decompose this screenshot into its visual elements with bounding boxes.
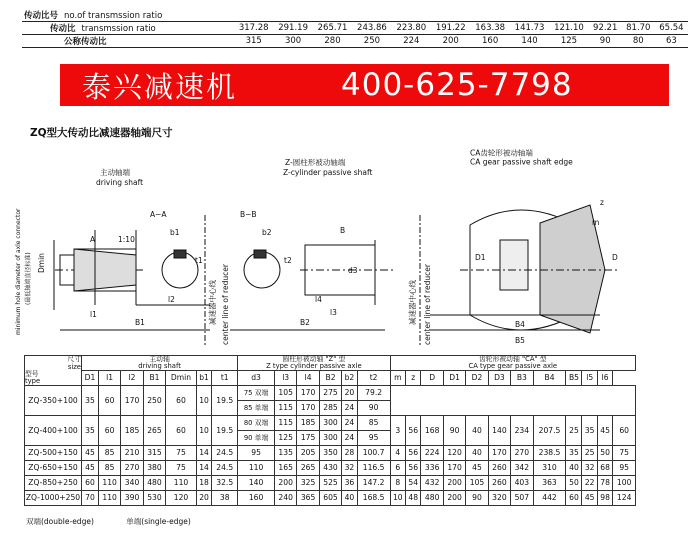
table-row: ZQ-350+100 35 60 170 250 60 10 19.5 75 双端 105 170 275 20 79.2 [25,386,636,401]
nominal-ratio-value: 125 [549,35,588,48]
column-header: D2 [466,371,488,386]
nominal-ratio-value: 315 [234,35,273,48]
label-B1: B1 [135,318,145,327]
ratio-row3-zh: 公称传动比 [64,37,107,47]
label-l4: l4 [315,295,322,304]
nominal-ratio-value: 80 [622,35,655,48]
label-bb: B−B [240,210,257,219]
label-aa: A−A [150,210,167,219]
group-ca: 齿轮形被动轴 "CA" 型 CA type gear passive axle [390,356,635,371]
label-D1: D1 [475,253,486,262]
brand-name: 泰兴减速机 [82,69,238,104]
label-B2: B2 [300,318,310,327]
ratio-row2-en: transmssion ratio [81,24,156,34]
label-b1: b1 [170,228,180,237]
column-header: Dmin [166,371,197,386]
label-b2: b2 [262,228,272,237]
column-header: D3 [488,371,510,386]
column-header: d3 [238,371,275,386]
ratio-row2-zh: 传动比 [50,24,76,34]
ratio-value: 141.73 [510,22,549,35]
label-B4: B4 [515,320,525,329]
label-l1: l1 [90,310,97,319]
column-header: l3 [274,371,296,386]
ratio-value: 65.54 [655,22,688,35]
label-a: A [90,235,96,244]
column-header: b2 [342,371,357,386]
table-row: ZQ-400+100 35 60 185 265 60 10 19.5 80 双端 115 185 300 24 85 3 56 168 90 40 140 234 207.5 25 35 45 60 [25,416,636,431]
type-header-type-en: type [25,376,41,385]
center-zh-2: 减速器中心线 [408,280,417,325]
label-d3: d3 [348,266,358,275]
column-header: D1 [82,371,99,386]
label-dmin: Dmin [37,253,46,273]
center-zh-1: 减速器中心线 [208,280,217,325]
group-driving: 主动轴 driving shaft [82,356,238,371]
label-l3: l3 [330,308,337,317]
ratio-value: 121.10 [549,22,588,35]
column-header: B2 [319,371,341,386]
page-subtitle: ZQ型大传动比减速器轴端尺寸 [30,127,173,139]
column-header: B5 [566,371,582,386]
table-row: ZQ-650+150 45 85 270 380 75 14 24.5 110 165 265 430 32 116.5 6 56 336 170 45 260 342 310 40 32 68 95 [25,461,636,476]
ratio-value: 223.80 [392,22,431,35]
label-B5: B5 [515,336,525,345]
group-z: 圆柱形被动轴 "Z" 型 Z type cylinder passive axle [238,356,390,371]
table-row: ZQ-500+150 45 85 210 315 75 14 24.5 95 135 205 350 28 100.7 4 56 224 120 40 170 270 238.5 35 25 50 75 [25,446,636,461]
column-header-row [25,371,636,386]
driving-zh: 主动轴端 [100,168,130,177]
label-t1: t1 [195,256,203,265]
ratio-row1-en: no.of transmssion ratio [64,11,163,21]
column-header: l6 [597,371,612,386]
ratio-row-1 [22,9,688,22]
label-D: D [612,253,618,262]
nominal-ratio-value: 160 [470,35,509,48]
column-header: m [390,371,405,386]
table-row: 90 单端 125 175 300 24 95 [25,431,636,446]
type-header [25,356,82,386]
ca-en: CA gear passive shaft edge [470,157,573,167]
dimension-table [24,355,636,506]
column-header: B4 [533,371,566,386]
nominal-ratio-value: 224 [392,35,431,48]
ratio-value: 291.19 [273,22,312,35]
nominal-ratio-value: 200 [431,35,470,48]
ratio-value: 317.28 [234,22,273,35]
ratio-value: 191.22 [431,22,470,35]
type-header-type-zh: 型号 [25,369,39,378]
ratio-row-3 [22,35,688,48]
simple-rows [25,446,636,506]
nominal-ratio-value: 250 [352,35,391,48]
ratio-value: 243.86 [352,22,391,35]
column-header: l5 [582,371,597,386]
ratio-value: 163.38 [470,22,509,35]
column-header: l4 [297,371,319,386]
column-header: B3 [511,371,533,386]
column-header: l1 [98,371,120,386]
label-l2: l2 [168,295,175,304]
center-en-1: center line of reducer [221,264,230,345]
type-header-size-en: size [67,362,81,371]
table-row: 85 单端 115 170 285 24 90 [25,401,636,416]
label-taper: 1:10 [118,235,135,244]
brand-banner [60,64,669,106]
side-label-en: minimum hole diameter of axle connector [15,208,22,335]
label-m: m [592,218,600,227]
column-header: b1 [196,371,211,386]
ca-zh: CA齿轮形被动轴端 [470,148,533,158]
side-label-zh: (最低轴端直径标准) [25,252,32,305]
footnote-double: 双端(double-edge) [26,517,94,526]
center-en-2: center line of reducer [423,264,432,345]
footnote [26,516,221,527]
ratio-value: 265.71 [313,22,352,35]
zcyl-zh: Z-圆柱形被动轴端 [285,158,346,167]
ratio-row-2 [22,22,688,35]
nominal-ratio-value: 90 [589,35,622,48]
column-header: D1 [443,371,465,386]
ratio-row1-zh: 传动比号 [24,11,59,21]
brand-phone: 400-625-7798 [341,67,573,103]
label-b: B [340,226,346,235]
column-header: B1 [143,371,165,386]
column-header: l2 [121,371,143,386]
label-z: z [600,198,604,207]
footnote-single: 单端(single-edge) [126,517,191,526]
shaft-end-drawing [0,145,689,355]
driving-en: driving shaft [96,178,144,187]
table-row: ZQ-1000+250 70 110 390 530 120 20 38 160 240 365 605 40 168.5 10 48 480 200 90 320 507 442 60 45 98 124 [25,491,636,506]
type-header-size-zh: 尺寸 [67,355,81,364]
nominal-ratio-value: 280 [313,35,352,48]
column-header: t2 [357,371,390,386]
zcyl-en: Z-cylinder passive shaft [283,168,373,177]
nominal-ratio-value: 300 [273,35,312,48]
ratio-value: 81.70 [622,22,655,35]
column-header: z [406,371,421,386]
nominal-ratio-value: 63 [655,35,688,48]
table-row: ZQ-850+250 60 110 340 480 110 18 32.5 140 200 325 525 36 147.2 8 54 432 200 105 260 403 363 50 22 78 100 [25,476,636,491]
column-header: D [421,371,443,386]
ratio-value: 92.21 [589,22,622,35]
column-header: t1 [212,371,238,386]
transmission-ratio-table [22,9,688,48]
label-t2: t2 [284,256,292,265]
nominal-ratio-value: 140 [510,35,549,48]
